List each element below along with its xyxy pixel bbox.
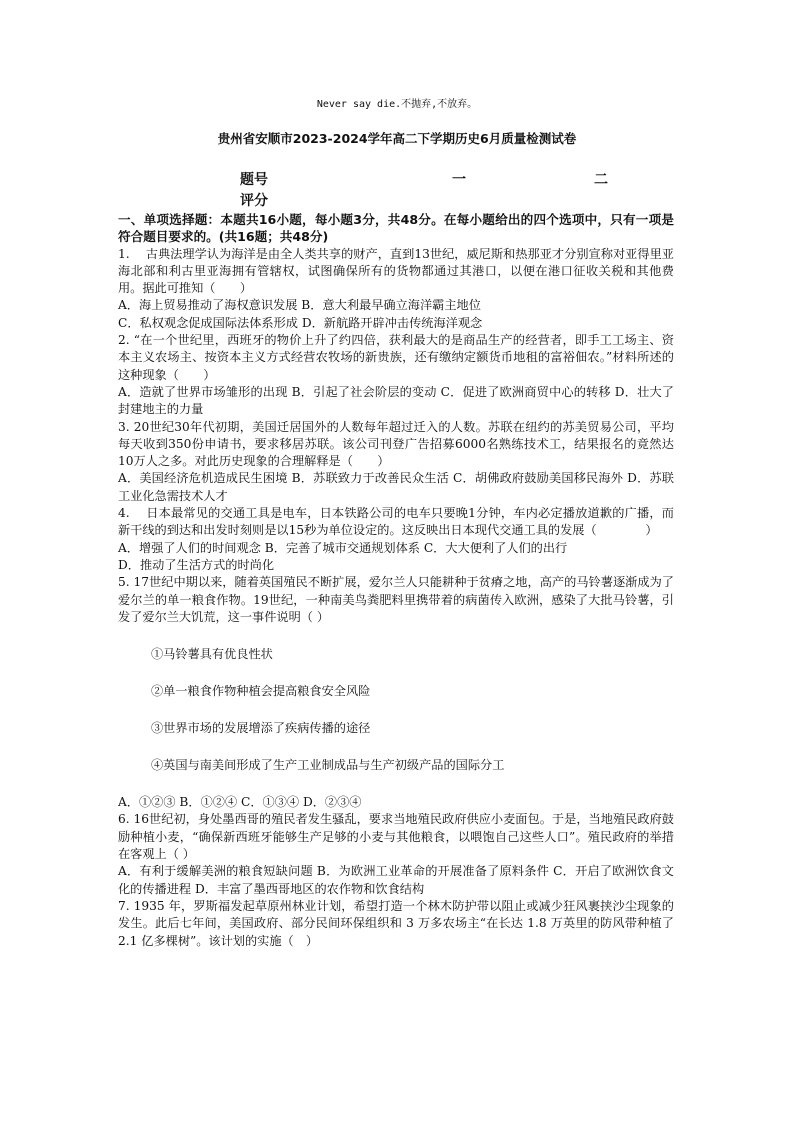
question-6 bbox=[118, 811, 674, 897]
score-table-row-label: 题号 bbox=[240, 172, 268, 188]
question-3 bbox=[118, 419, 674, 505]
question-statement: ③世界市场的发展增添了疾病传播的途径 bbox=[151, 721, 371, 736]
question-options: D．推动了生活方式的时尚化 bbox=[118, 557, 275, 572]
question-stem: 6. 16世纪初，身处墨西哥的殖民者发生骚乱，要求当地殖民政府供应小麦面包。于是，当地殖民政府鼓励种植小麦，“确保新西班牙能够生产足够的小麦与其他粮食，以喂饱自己这些人口”。殖民政府的举措在客观上（ ） bbox=[118, 812, 674, 862]
question-statement: ②单一粮食作物种植会提高粮食安全风险 bbox=[151, 684, 371, 699]
question-stem: 4. 日本最常见的交通工具是电车，日本铁路公司的电车只要晚1分钟，车内必定播放道歉的广播，而新干线的到达和出发时刻则是以15秒为单位设定的。这反映出日本现代交通工具的发展（ ） bbox=[118, 506, 674, 538]
question-2 bbox=[118, 332, 674, 418]
question-options: A．美国经济危机造成民生困境 B．苏联致力于改善民众生活 C．胡佛政府鼓励美国移民海外 D．苏联工业化急需技术人才 bbox=[118, 471, 674, 503]
score-table-col-2: 二 bbox=[594, 172, 608, 188]
question-4 bbox=[118, 505, 674, 574]
question-options: A．增强了人们的时间观念 B．完善了城市交通规划体系 C．大大便利了人们的出行 bbox=[118, 540, 568, 555]
question-statement: ④英国与南美间形成了生产工业制成品与生产初级产品的国际分工 bbox=[151, 758, 505, 773]
question-statement: ①马铃薯具有优良性状 bbox=[151, 647, 273, 662]
question-options: A．造就了世界市场雏形的出现 B．引起了社会阶层的变动 C．促进了欧洲商贸中心的转移 D．壮大了封建地主的力量 bbox=[118, 384, 674, 417]
question-1 bbox=[118, 246, 674, 332]
question-stem: 1. 古典法理学认为海洋是由全人类共享的财产，直到13世纪，威尼斯和热那亚才分别宣称对亚得里亚海北部和利古里亚海拥有管辖权，试图确保所有的货物都通过其港口，以便在港口征收关税和其他费用。据此可推知（ ） bbox=[118, 246, 674, 296]
question-stem: 5. 17世纪中期以来，随着英国殖民不断扩展，爱尔兰人只能耕种于贫瘠之地，高产的马铃薯逐渐成为了爱尔兰的单一粮食作物。19世纪，一种南美鸟粪肥料里携带着的病菌传入欧洲，感染了大批马铃薯，引发了爱尔兰大饥荒，这一事件说明（ ） bbox=[118, 575, 674, 624]
question-stem: 2. “在一个世纪里，西班牙的物价上升了约四倍，获利最大的是商品生产的经营者，即手工工场主、资本主义农场主、按资本主义方式经营农牧场的新贵族，还有缴纳定额货币地租的富裕佃农。”材料所述的这种现象（ ） bbox=[118, 333, 674, 382]
section-heading: 一、单项选择题：本题共16小题，每小题3分，共48分。在每小题给出的四个选项中，只有一项是符合题目要求的。(共16题；共48分) bbox=[118, 212, 674, 245]
question-5 bbox=[118, 574, 674, 811]
exam-content bbox=[118, 211, 674, 950]
score-table-col-1: 一 bbox=[452, 172, 466, 188]
question-options: A．海上贸易推动了海权意识发展 B．意大利最早确立海洋霸主地位 bbox=[118, 298, 481, 313]
question-options: C．私权观念促成国际法体系形成 D．新航路开辟冲击传统海洋观念 bbox=[118, 315, 483, 330]
question-stem: 3. 20世纪30年代初期，美国迁居国外的人数每年超过迁入的人数。苏联在纽约的苏美贸易公司，平均每天收到350份申请书，要求移居苏联。该公司刊登广告招募6000名熟练技术工，结果报名的竟然达10万人之多。对此历史现象的合理解释是（ ） bbox=[118, 419, 674, 469]
header-motto: Never say die.不抛弃,不放弃。 bbox=[316, 99, 478, 110]
score-table-score-label: 评分 bbox=[240, 193, 268, 209]
question-stem: 7. 1935 年，罗斯福发起草原州林业计划，希望打造一个林木防护带以阻止或减少狂风裹挟沙尘现象的发生。此后七年间，美国政府、部分民间环保组织和 3 万多农场主“在长达 1.8 万英里的防风带种植了 2.1 亿多棵树”。该计划的实施（ ） bbox=[118, 898, 674, 948]
question-options: A．①②③ B．①②④ C．①③④ D．②③④ bbox=[118, 795, 362, 810]
exam-title: 贵州省安顺市2023-2024学年高二下学期历史6月质量检测试卷 bbox=[217, 131, 577, 146]
question-7 bbox=[118, 898, 674, 950]
question-options: A．有利于缓解美洲的粮食短缺问题 B．为欧洲工业革命的开展准备了原料条件 C．开启了欧洲饮食文化的传播进程 D．丰富了墨西哥地区的农作物和饮食结构 bbox=[118, 864, 674, 896]
